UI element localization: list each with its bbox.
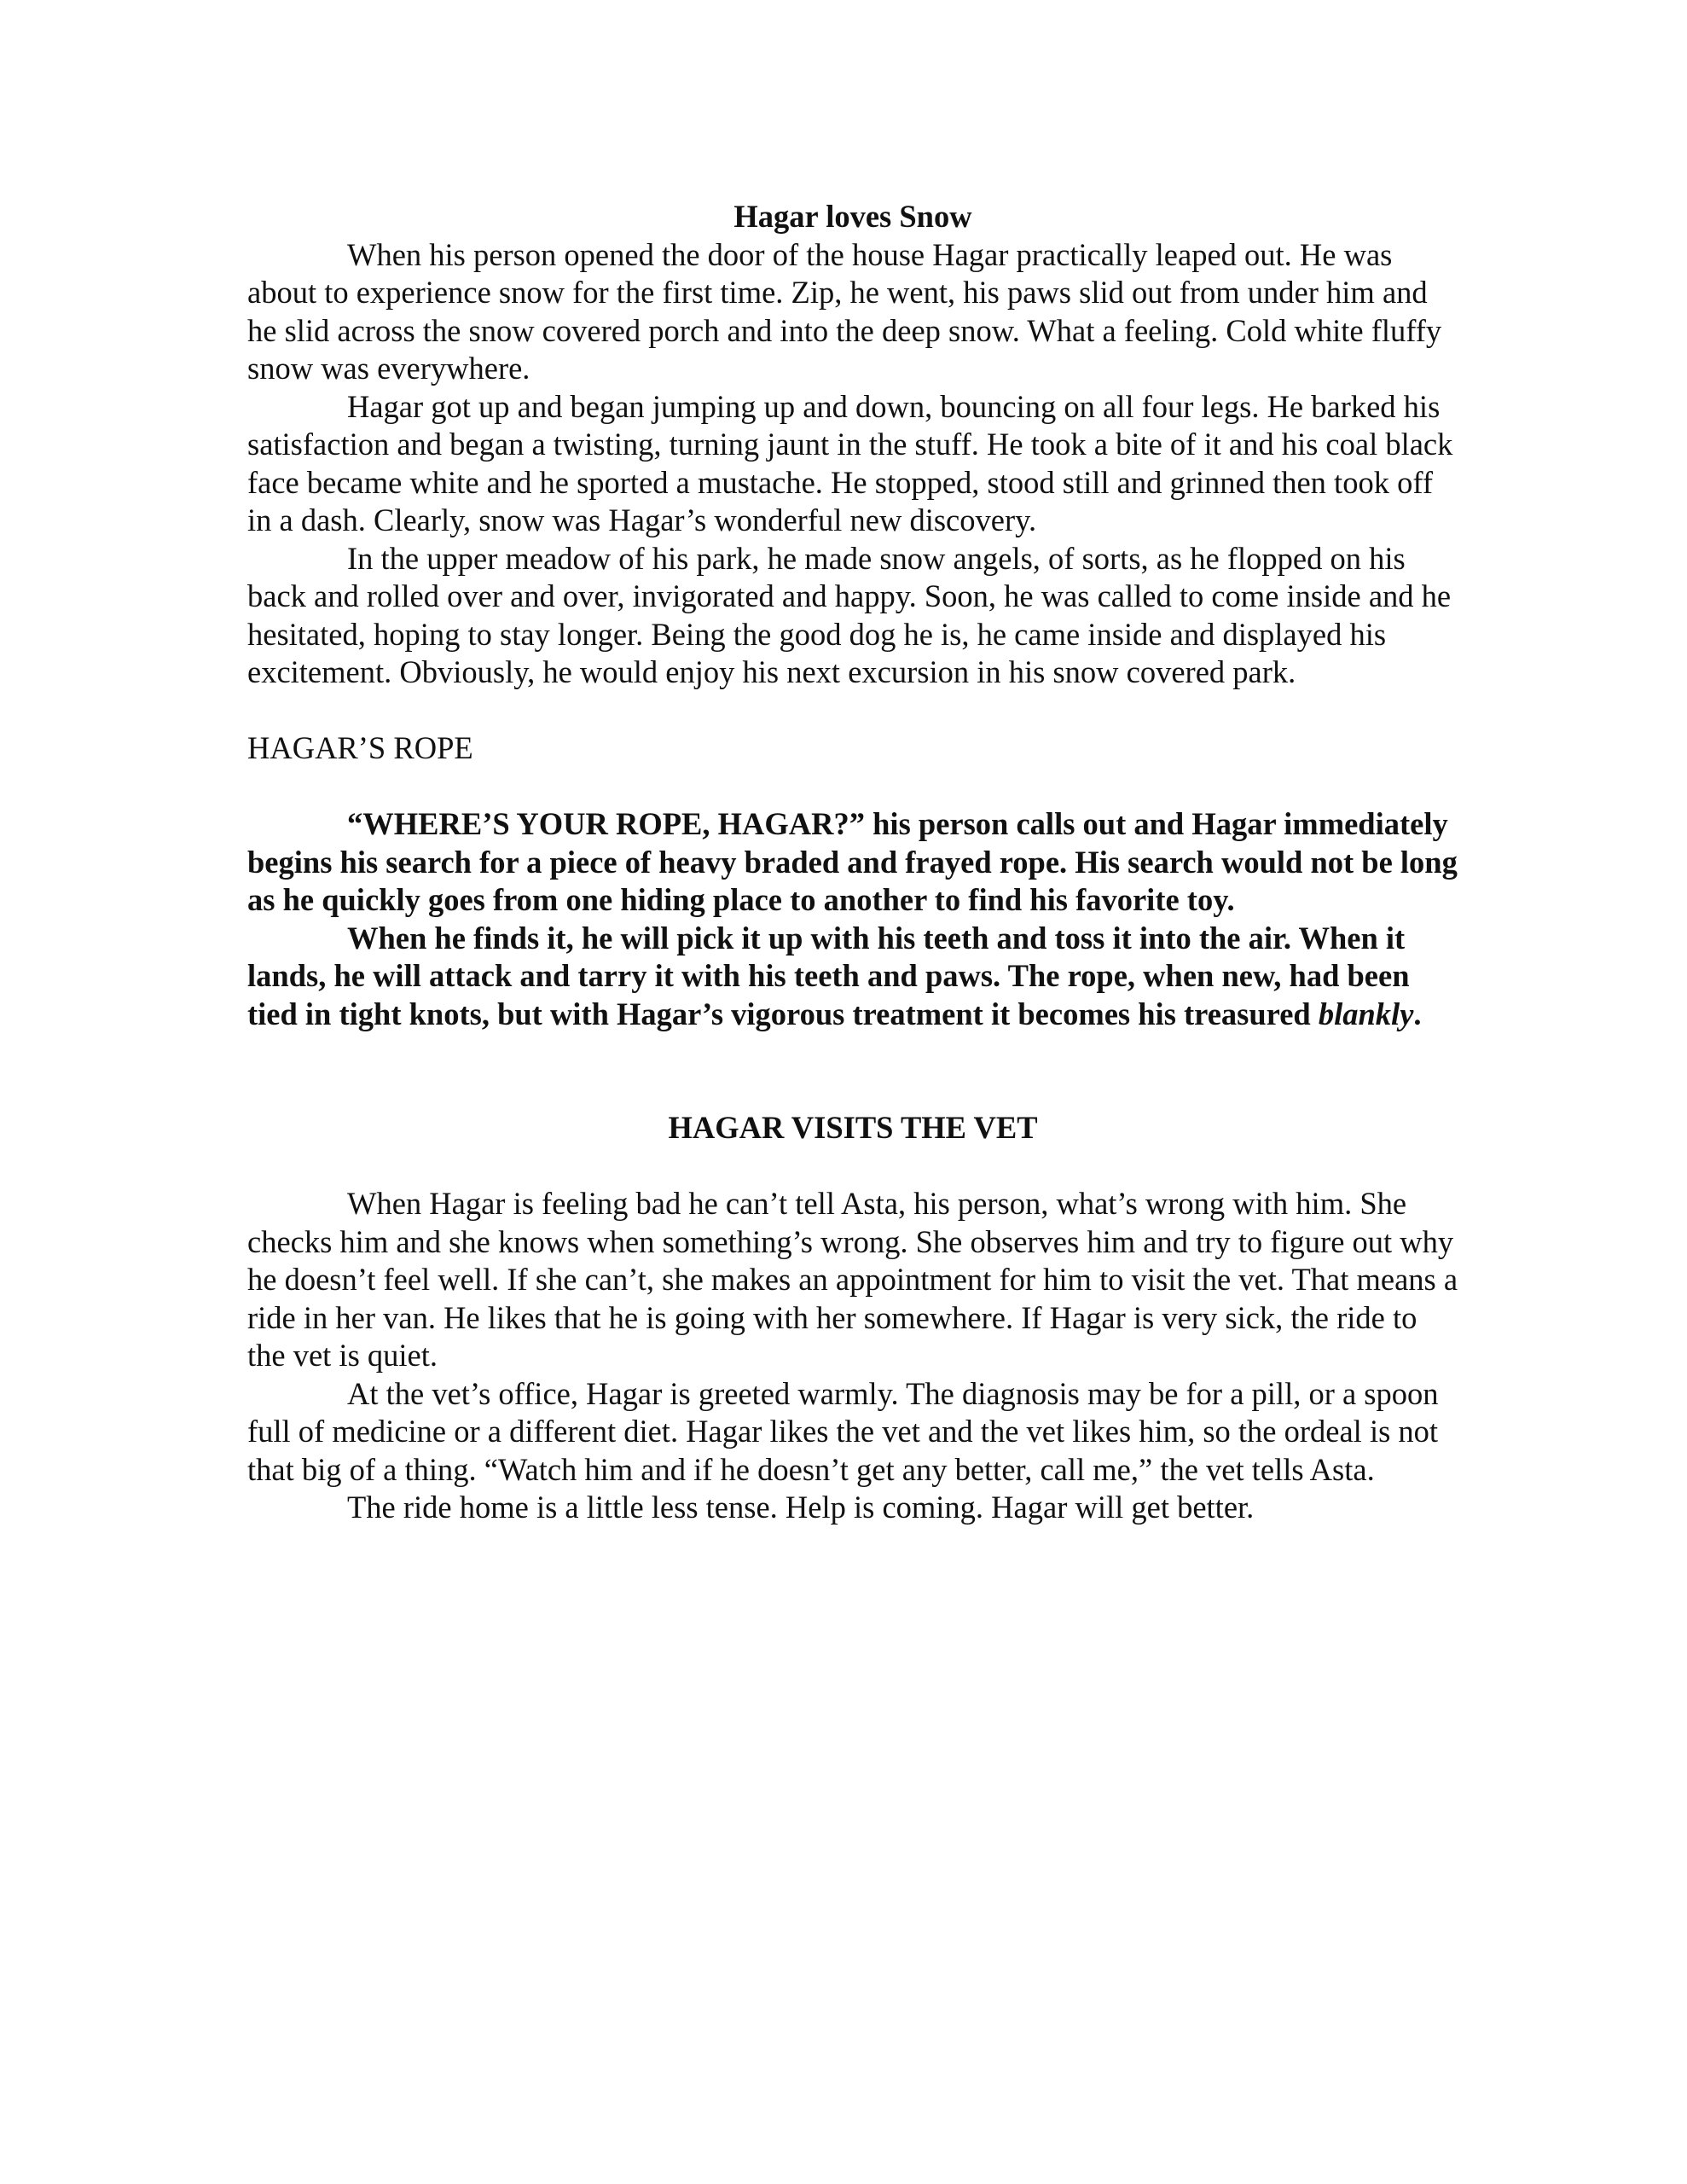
story3-paragraph-1: When Hagar is feeling bad he can’t tell Asta, his person, what’s wrong with him. She checks him and she knows when something’s wrong. She observes him and try to figure out why he doesn’t feel well. If she can’t, she makes an appointment for him to visit the vet. That means a ride in her van. He likes that he is going with her somewhere. If Hagar is very sick, the ride to the vet is quiet.: [247, 1186, 1458, 1373]
story3-paragraph-2: At the vet’s office, Hagar is greeted warmly. The diagnosis may be for a pill, or a spoon full of medicine or a different diet. Hagar likes the vet and the vet likes him, so the ordeal is not that big of a thing. “Watch him and if he doesn’t get any better, call me,” the vet tells Asta.: [247, 1375, 1439, 1487]
story1-paragraph-3: In the upper meadow of his park, he made snow angels, of sorts, as he flopped on his back and rolled over and over, invigorated and happy. Soon, he was called to come inside and he hesitated, hoping to stay longer. Being the good dog he is, he came inside and displayed his excitement. Obviously, he would enjoy his next excursion in his snow covered park.: [247, 540, 1452, 689]
section-spacer: [247, 768, 1458, 806]
story1-paragraph-2: Hagar got up and began jumping up and down, bouncing on all four legs. He barked his satisfaction and began a twisting, turning jaunt in the stuff. He took a bite of it and his coal black face became white and he sported a mustache. He stopped, stood still and grinned then took off in a dash. Clearly, snow was Hagar’s wonderful new discovery.: [247, 388, 1453, 537]
section-spacer: [247, 692, 1458, 730]
story1-paragraph-1: When his person opened the door of the house Hagar practically leaped out. He was about to experience snow for the first time. Zip, he went, his paws slid out from under him and he slid across the snow covered porch and into the deep snow. What a feeling. Cold white fluffy snow was everywhere.: [247, 236, 1442, 386]
story-title-hagar-visits-the-vet: HAGAR VISITS THE VET: [668, 1110, 1038, 1145]
story2-body: [247, 805, 1458, 1033]
section-spacer: [247, 1147, 1458, 1186]
story2-paragraph-2: [247, 920, 1458, 1034]
section-spacer: [247, 1033, 1458, 1109]
story2-paragraph-1: “WHERE’S YOUR ROPE, HAGAR?” his person calls out and Hagar immediately begins his search for a piece of heavy braded and frayed rope. His search would not be long as he quickly goes from one hiding place to another to find his favorite toy.: [247, 806, 1458, 917]
story-title-hagars-rope: HAGAR’S ROPE: [247, 730, 473, 765]
story-title-hagar-loves-snow: Hagar loves Snow: [733, 199, 972, 234]
story2-italic-word: blankly: [1318, 996, 1414, 1031]
story2-paragraph-2-text: When he finds it, he will pick it up with his teeth and toss it into the air. When it lands, he will attack and tarry it with his teeth and paws. The rope, when new, had been tied in tight knots, but with Hagar’s vigorous treatment it becomes his treasured: [247, 920, 1410, 1031]
document-page: [247, 198, 1458, 1527]
story3-paragraph-3: The ride home is a little less tense. Help is coming. Hagar will get better.: [347, 1490, 1255, 1525]
story2-paragraph-2-end: .: [1413, 996, 1422, 1031]
